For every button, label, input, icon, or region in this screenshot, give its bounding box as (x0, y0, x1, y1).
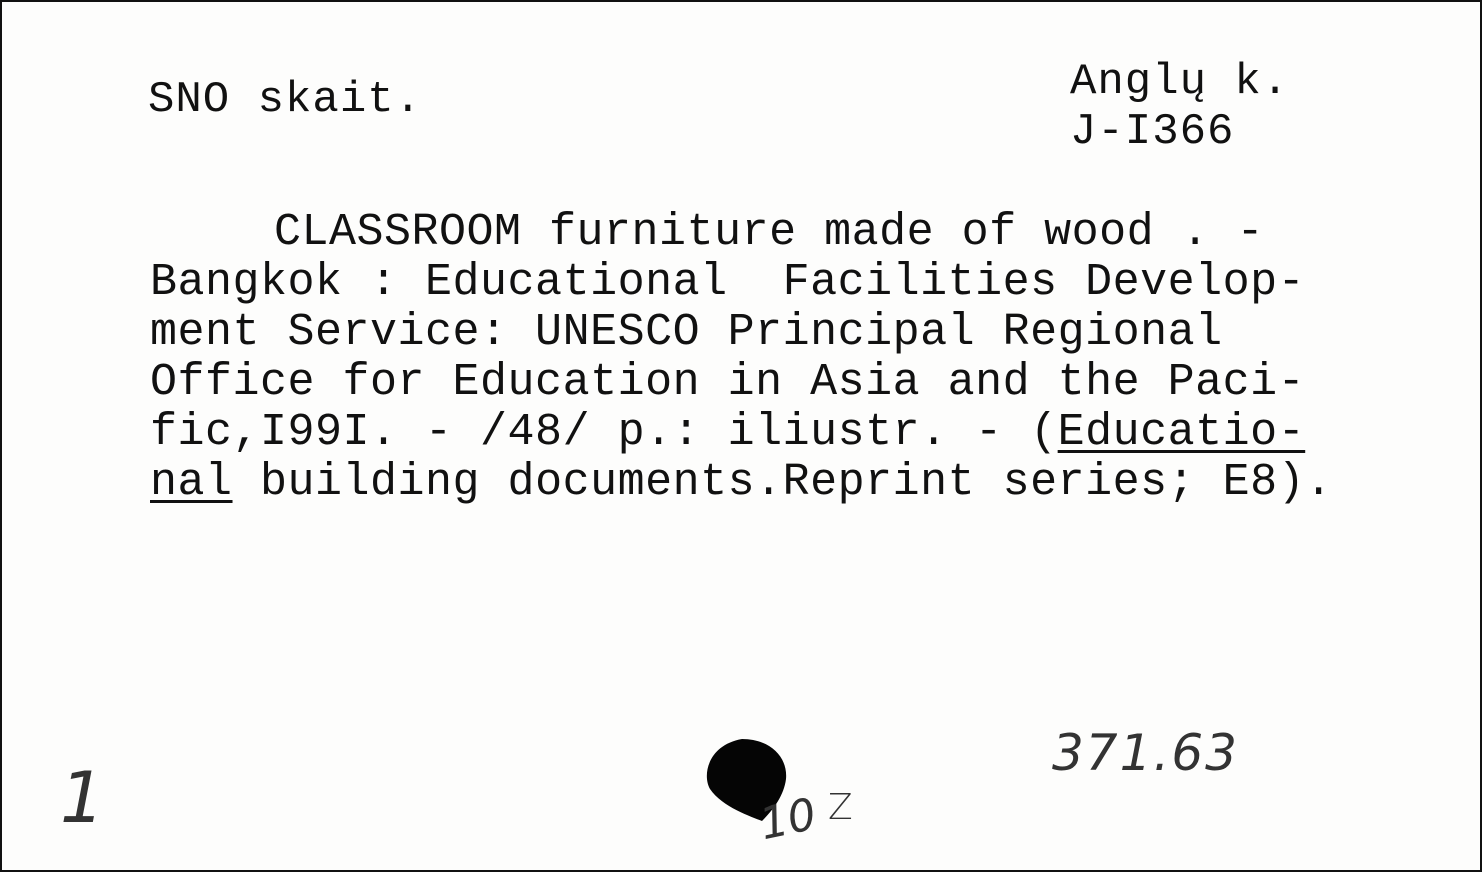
entry-line-1: CLASSROOM furniture made of wood . - (274, 207, 1265, 258)
dot-superscript: Z (828, 787, 853, 828)
language-note: Anglų k. (1070, 57, 1290, 107)
source-note: SNO skait. (148, 75, 423, 125)
entry-line-5-text: fic,I99I. - /48/ p.: iliustr. - ( (150, 407, 1058, 458)
classification-number: 371.63 (1052, 724, 1239, 782)
entry-line-5 (150, 407, 1306, 458)
dot-number: 10 (755, 788, 821, 851)
entry-line-4: Office for Education in Asia and the Paci- (150, 357, 1306, 408)
entry-line-6 (150, 457, 1333, 508)
shelf-mark: J-I366 (1070, 107, 1235, 157)
entry-line-3: ment Service: UNESCO Principal Regional (150, 307, 1223, 358)
handwritten-count: 1 (60, 757, 105, 839)
entry-line-2: Bangkok : Educational Facilities Develop- (150, 257, 1306, 308)
series-title-underlined-part2: nal (150, 457, 233, 508)
entry-line-6-text: building documents.Reprint series; E8). (232, 457, 1333, 508)
series-title-underlined-part1: Educatio- (1057, 407, 1306, 458)
